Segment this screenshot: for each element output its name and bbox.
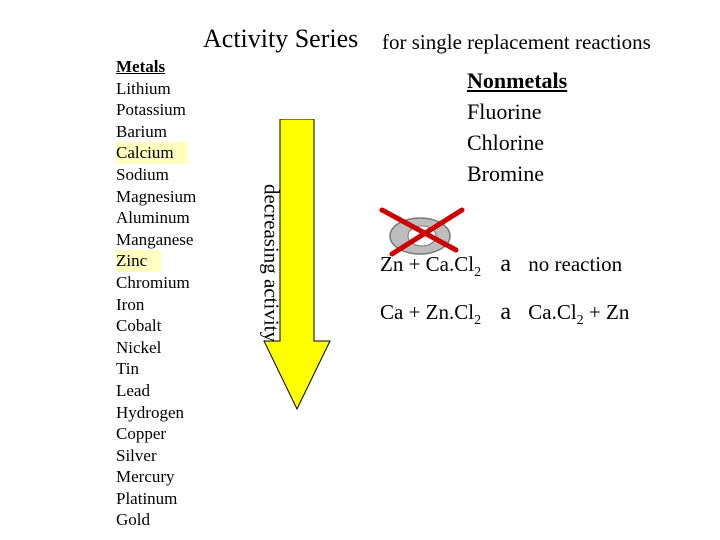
metal-label: Hydrogen [116, 402, 184, 422]
metal-item [116, 423, 196, 445]
metal-label: Platinum [116, 488, 178, 508]
metal-item [116, 121, 196, 143]
metal-label: Nickel [116, 337, 162, 357]
metal-item [116, 99, 196, 121]
page-title: Activity Series [203, 24, 359, 53]
metal-item [116, 250, 196, 272]
nonmetals-header: Nonmetals [467, 68, 568, 93]
metal-item [116, 509, 196, 531]
metal-label: Silver [116, 445, 157, 465]
nonmetals-list [467, 65, 567, 189]
plus-sign: + [408, 252, 421, 276]
plus-sign: + [408, 300, 421, 324]
no-reaction-cross-icon [372, 206, 472, 258]
metal-item [116, 164, 196, 186]
metal-item [116, 358, 196, 380]
metal-item [116, 294, 196, 316]
metal-item [116, 402, 196, 424]
metal-item [116, 78, 196, 100]
reaction-arrow-symbol: a [500, 299, 511, 325]
metal-label: Magnesium [116, 186, 197, 206]
reaction-2 [380, 299, 630, 328]
metal-item [116, 229, 196, 251]
nonmetal-item: Fluorine [467, 99, 542, 124]
metals-header: Metals [116, 57, 166, 76]
metal-label: Manganese [116, 229, 194, 249]
metal-label: Gold [116, 510, 150, 530]
product-2: Zn [606, 300, 630, 324]
metal-item [116, 315, 196, 337]
nonmetal-item: Chlorine [467, 130, 544, 155]
metal-label-highlighted: Zinc [116, 250, 161, 272]
metal-item [116, 207, 196, 229]
metal-item [116, 272, 196, 294]
metal-label: Iron [116, 294, 145, 314]
metals-list [116, 56, 196, 531]
metal-label: Sodium [116, 164, 169, 184]
metal-item [116, 186, 196, 208]
metal-item [116, 337, 196, 359]
metal-label: Mercury [116, 467, 175, 487]
metal-item [116, 445, 196, 467]
nonmetal-item: Bromine [467, 161, 544, 186]
metal-label: Tin [116, 359, 140, 379]
metal-item [116, 380, 196, 402]
metal-label: Potassium [116, 100, 186, 120]
metal-label: Chromium [116, 272, 190, 292]
page-subtitle: for single replacement reactions [382, 30, 651, 54]
reactant-2-subscript: 2 [474, 313, 482, 328]
product: no reaction [528, 252, 623, 276]
metal-label: Aluminum [116, 208, 190, 228]
reactant-2: Zn.Cl [425, 300, 475, 324]
metal-label-highlighted: Calcium [116, 142, 188, 164]
metal-item [116, 466, 196, 488]
metal-item [116, 142, 196, 164]
metal-label: Copper [116, 424, 167, 444]
reactant-2: Ca.Cl [425, 252, 475, 276]
reaction-arrow-symbol: a [500, 251, 511, 277]
reactant-1: Ca [380, 300, 404, 324]
product-1: Ca.Cl [528, 300, 577, 324]
product-1-subscript: 2 [576, 313, 584, 328]
arrow-label: decreasing activity [259, 183, 284, 343]
plus-sign: + [588, 300, 601, 324]
metal-label: Lead [116, 380, 150, 400]
metal-label: Barium [116, 121, 167, 141]
metal-item [116, 488, 196, 510]
metal-label: Cobalt [116, 316, 162, 336]
metal-label: Lithium [116, 78, 171, 98]
reactant-2-subscript: 2 [474, 265, 482, 280]
reactant-1: Zn [380, 252, 404, 276]
reaction-1 [380, 251, 623, 280]
